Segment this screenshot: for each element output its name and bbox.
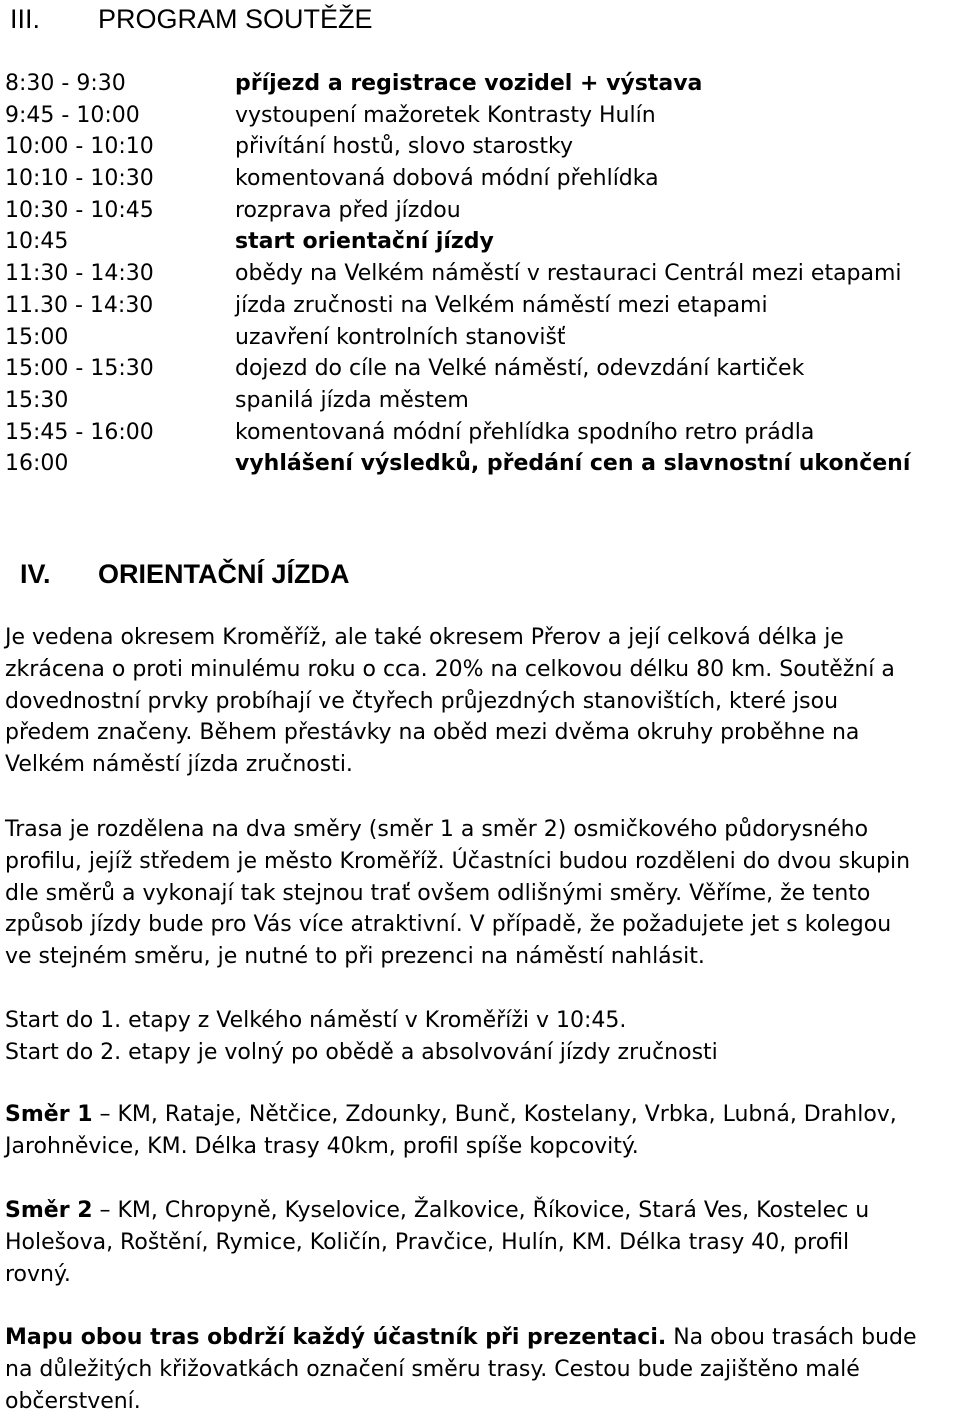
paragraph-start-times	[5, 1005, 960, 1069]
schedule-time: 15:00 - 15:30	[5, 356, 154, 382]
text-line: Start do 1. etapy z Velkého náměstí v Kroměříži v 10:45.	[5, 1008, 627, 1033]
schedule-row	[5, 258, 955, 290]
section-number: IV.	[20, 559, 51, 589]
schedule-time: 10:45	[5, 229, 69, 255]
schedule-event: komentovaná dobová módní přehlídka	[235, 166, 659, 192]
schedule-time: 10:10 - 10:30	[5, 166, 154, 192]
text-line: rovný.	[5, 1261, 71, 1287]
paragraph-route-overview	[5, 622, 960, 781]
text-line: profilu, jejíž středem je město Kroměříž. Účastníci budou rozděleni do dvou skupin	[5, 848, 911, 874]
schedule-time: 11:30 - 14:30	[5, 261, 154, 287]
text-line	[5, 1099, 960, 1131]
section-heading-program	[10, 3, 373, 35]
schedule-time: 10:30 - 10:45	[5, 197, 154, 223]
schedule-event: uzavření kontrolních stanovišť	[235, 324, 566, 350]
route-label: Směr 2	[5, 1198, 93, 1223]
text-line: Holešova, Roštění, Rymice, Količín, Pravčice, Hulín, KM. Délka trasy 40, profil	[5, 1229, 850, 1255]
schedule-event: přivítání hostů, slovo starostky	[235, 134, 573, 160]
schedule-row	[5, 226, 955, 258]
schedule-event: příjezd a registrace vozidel + výstava	[235, 71, 703, 96]
text-line: zkrácena o proti minulému roku o cca. 20% na celkovou délku 80 km. Soutěžní a	[5, 656, 895, 682]
text-line: Jarohněvice, KM. Délka trasy 40km, profil spíše kopcovitý.	[5, 1133, 639, 1159]
schedule-row	[5, 131, 955, 163]
schedule-row	[5, 195, 955, 227]
route-stops: – KM, Rataje, Nětčice, Zdounky, Bunč, Kostelany, Vrbka, Lubná, Drahlov,	[92, 1102, 897, 1127]
schedule-event: obědy na Velkém náměstí v restauraci Centrál mezi etapami	[235, 261, 902, 287]
schedule-event: dojezd do cíle na Velké náměstí, odevzdání kartiček	[235, 356, 805, 382]
schedule-row	[5, 68, 955, 100]
schedule-row	[5, 290, 955, 322]
schedule-event: jízda zručnosti na Velkém náměstí mezi etapami	[235, 292, 768, 318]
schedule-row	[5, 100, 955, 132]
text-line: Start do 2. etapy je volný po obědě a absolvování jízdy zručnosti	[5, 1039, 718, 1065]
text-line	[5, 1195, 960, 1227]
section-number: III.	[10, 4, 41, 34]
schedule-row	[5, 448, 955, 480]
text-line: Je vedena okresem Kroměříž, ale také okresem Přerov a její celková délka je	[5, 625, 844, 650]
paragraph-route-2	[5, 1195, 960, 1290]
schedule-time: 10:00 - 10:10	[5, 134, 154, 160]
text-line: ve stejném směru, je nutné to při prezenci na náměstí nahlásit.	[5, 944, 705, 970]
text-line: předem značeny. Během přestávky na oběd mezi dvěma okruhy proběhne na	[5, 720, 860, 746]
schedule-event: start orientační jízdy	[235, 229, 494, 255]
schedule-time: 16:00	[5, 451, 69, 477]
schedule-row	[5, 322, 955, 354]
map-notice: Mapu obou tras obdrží každý účastník při prezentaci.	[5, 1325, 667, 1350]
schedule-row	[5, 385, 955, 417]
schedule-time: 8:30 - 9:30	[5, 71, 126, 96]
text-line: Velkém náměstí jízda zručnosti.	[5, 752, 353, 778]
schedule-row	[5, 163, 955, 195]
schedule-event: vystoupení mažoretek Kontrasty Hulín	[235, 102, 656, 128]
map-notice-rest: Na obou trasách bude	[666, 1325, 917, 1350]
section-title: PROGRAM SOUTĚŽE	[98, 4, 373, 34]
schedule-time: 15:00	[5, 324, 69, 350]
schedule-time: 15:30	[5, 387, 69, 413]
text-line: Trasa je rozdělena na dva směry (směr 1 a směr 2) osmičkového půdorysného	[5, 817, 869, 842]
paragraph-route-1	[5, 1099, 960, 1163]
section-title: ORIENTAČNÍ JÍZDA	[98, 559, 350, 589]
schedule-time: 11.30 - 14:30	[5, 292, 154, 318]
text-line: způsob jízdy bude pro Vás více atraktivní. V případě, že požadujete jet s kolegou	[5, 912, 892, 938]
schedule-event: spanilá jízda městem	[235, 387, 469, 413]
schedule-event: rozprava před jízdou	[235, 197, 461, 223]
schedule-time: 9:45 - 10:00	[5, 102, 140, 128]
text-line: dle směrů a vykonají tak stejnou trať ovšem odlišnými směry. Věříme, že tento	[5, 880, 871, 906]
text-line	[5, 1322, 960, 1354]
paragraph-route-split	[5, 814, 960, 973]
text-line: občerstvení.	[5, 1388, 141, 1414]
schedule-row	[5, 417, 955, 449]
text-line: dovednostní prvky probíhají ve čtyřech průjezdných stanovištích, které jsou	[5, 688, 839, 714]
section-heading-orientation-ride	[20, 558, 350, 590]
program-schedule	[5, 68, 955, 480]
schedule-event: vyhlášení výsledků, předání cen a slavnostní ukončení	[235, 451, 911, 477]
route-stops: – KM, Chropyně, Kyselovice, Žalkovice, Říkovice, Stará Ves, Kostelec u	[92, 1198, 870, 1223]
schedule-row	[5, 353, 955, 385]
schedule-event: komentovaná módní přehlídka spodního retro prádla	[235, 419, 815, 445]
paragraph-map-info	[5, 1322, 960, 1417]
route-label: Směr 1	[5, 1102, 93, 1127]
schedule-time: 15:45 - 16:00	[5, 419, 154, 445]
text-line: na důležitých křižovatkách označení směru trasy. Cestou bude zajištěno malé	[5, 1356, 860, 1382]
